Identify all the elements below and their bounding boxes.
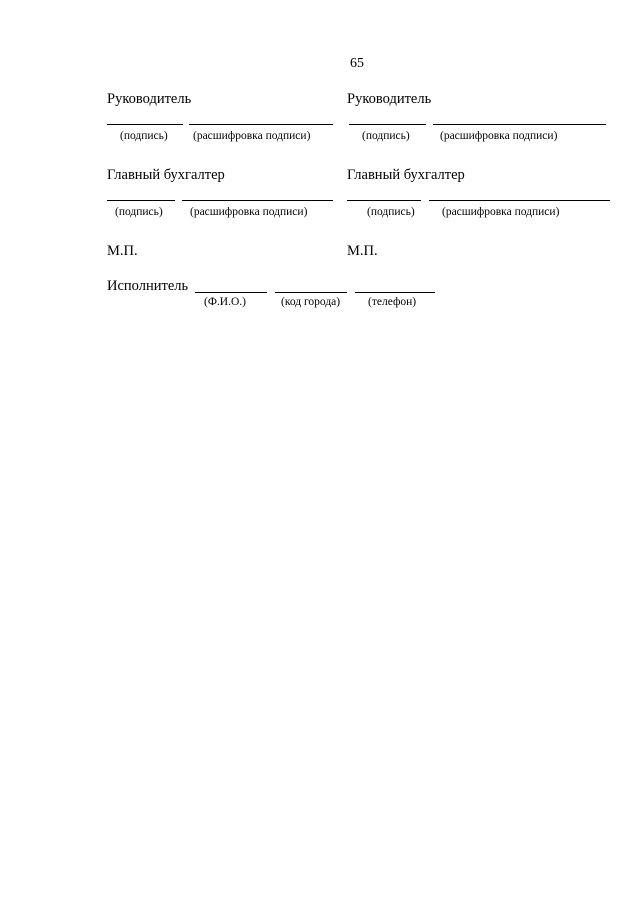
executor-city-code-line xyxy=(275,292,347,293)
left-accountant-name-caption: (расшифровка подписи) xyxy=(190,206,308,218)
left-head-signature-line xyxy=(107,124,183,125)
left-accountant-sign-caption: (подпись) xyxy=(115,206,163,218)
executor-phone-caption: (телефон) xyxy=(368,296,417,308)
executor-phone-line xyxy=(355,292,435,293)
right-accountant-signature-line xyxy=(347,200,421,201)
left-head-sign-caption: (подпись) xyxy=(120,130,168,142)
executor-name-line xyxy=(195,292,267,293)
left-head-name-line xyxy=(189,124,333,125)
left-accountant-signature-line xyxy=(107,200,175,201)
right-accountant-sign-caption: (подпись) xyxy=(367,206,415,218)
executor-name-caption: (Ф.И.О.) xyxy=(204,296,246,308)
executor-label: Исполнитель xyxy=(107,278,189,294)
left-accountant-name-line xyxy=(182,200,333,201)
right-head-signature-line xyxy=(349,124,426,125)
left-head-title: Руководитель xyxy=(107,91,192,107)
right-accountant-name-line xyxy=(429,200,610,201)
executor-city-code-caption: (код города) xyxy=(281,296,341,308)
page-number: 65 xyxy=(350,56,364,71)
left-head-name-caption: (расшифровка подписи) xyxy=(193,130,311,142)
left-stamp-label: М.П. xyxy=(107,243,138,259)
right-head-name-caption: (расшифровка подписи) xyxy=(440,130,558,142)
right-head-name-line xyxy=(433,124,606,125)
left-accountant-title: Главный бухгалтер xyxy=(107,167,225,183)
right-accountant-name-caption: (расшифровка подписи) xyxy=(442,206,560,218)
right-head-sign-caption: (подпись) xyxy=(362,130,410,142)
right-accountant-title: Главный бухгалтер xyxy=(347,167,465,183)
right-head-title: Руководитель xyxy=(347,91,432,107)
right-stamp-label: М.П. xyxy=(347,243,378,259)
